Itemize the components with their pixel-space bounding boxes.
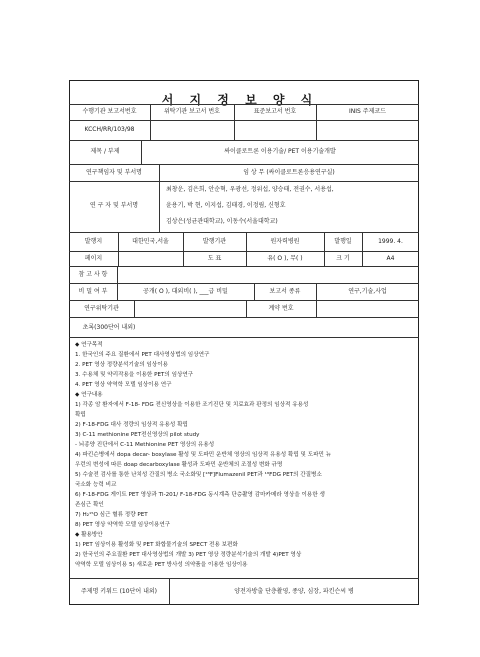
abstract-line: 우런의 변성에 따른 doap decarboxylase 활성과 도파민 운반체의 조절성 변화 규명	[75, 462, 283, 468]
rule	[69, 164, 419, 165]
size-label: 크 기	[336, 255, 350, 262]
abstract-line: 2) F-18-FDG 대사 정량의 임상적 유용성 확립	[75, 422, 188, 428]
abstract-line: 2. PET 영상 정량분석기술의 임상이용	[75, 362, 169, 368]
rule	[69, 232, 419, 233]
rule	[69, 104, 419, 105]
rule	[69, 337, 419, 338]
org-report-no-label: 수행기관 보고서번호	[82, 108, 137, 115]
rule	[69, 578, 419, 579]
publisher-value: 원자력병원	[270, 238, 300, 245]
members-label: 연 구 자 및 부서명	[89, 202, 139, 209]
abstract-line: 1. 한국인의 주요 질환에서 PET 대사영상법의 임상연구	[75, 352, 210, 358]
abstract-line: 확립	[75, 412, 86, 418]
pages-label: 페이지	[84, 255, 103, 262]
consign-label: 연구위탁기관	[84, 305, 119, 312]
rule	[69, 181, 419, 182]
rule	[134, 300, 135, 317]
rule	[69, 251, 419, 252]
abstract-line: 8) PET 영상 약역학 모델 임상이용연구	[75, 522, 171, 528]
notes-label: 참 고 사 항	[78, 271, 108, 278]
std-report-no-label: 표준보고서 번호	[253, 108, 297, 115]
abstract-line: ◆ 연구목적	[75, 342, 103, 348]
size-value: A4	[386, 255, 395, 262]
abstract-line: 약역학 모델 임상이용 5) 새로운 PET 방사성 의약품을 이용한 임상이용	[75, 562, 248, 568]
members-line: 김상은(성균관대학교), 이동수(서울대학교)	[166, 218, 278, 225]
rule	[69, 120, 419, 121]
members-line: 최창운, 김은희, 안순혁, 우광선, 정위섭, 양승태, 전권수, 서용섭,	[166, 186, 334, 193]
report-type-label: 보고서 종류	[269, 288, 301, 295]
abstract-line: 존심근 확인	[75, 502, 104, 508]
date-value: 1999. 4.	[378, 238, 403, 245]
abstract-line: ◆ 연구내용	[75, 392, 103, 398]
members-line: 윤용기, 박 현, 이지섭, 김태경, 이정림, 신형호	[166, 202, 286, 209]
abstract-line: 4. PET 영상 약역학 모델 임상이용 연구	[75, 382, 172, 388]
figures-value: 유( O ), 무( )	[267, 255, 303, 262]
consign-report-no-label: 위탁기관 보고서 번호	[164, 108, 220, 115]
keywords-label: 주제명 키워드 (10단어 내외)	[81, 588, 157, 595]
title-value: 싸이클로트론 이용기술/ PET 이용기술개발	[224, 148, 336, 155]
abstract-line: 7) H₂¹⁵O 심근 혈류 정량 PET	[75, 512, 148, 518]
report-type-value: 연구,기술,사업	[348, 288, 387, 295]
security-label: 비 밀 여 부	[78, 288, 108, 295]
publisher-label: 발행기관	[202, 238, 227, 245]
place-label: 발행지	[84, 238, 103, 245]
abstract-line: ◆ 활용방안	[75, 532, 103, 538]
abstract-line: 6) F-18-FDG 게이트 PET 영상과 Tl-201/ F-18-FDG 동시계측 단층촬영 감마카메라 영상을 이용한 생	[75, 492, 325, 498]
abstract-line: 2) 한국인의 주요질환 PET 대사영상법의 개발 3) PET 영상 정량분석기술의 개발 4)PET 영상	[75, 552, 302, 558]
date-label: 발행일	[334, 238, 352, 245]
contract-label: 계약 번호	[268, 305, 294, 312]
abstract-line: 1) 각종 암 환자에서 F-18- FDG 전신영상을 이용한 조기진단 및 치료효과 판정의 임상적 유용성	[75, 402, 309, 408]
rule	[316, 300, 317, 317]
lead-researcher-value: 임 상 무 (싸이클로트론응용연구실)	[243, 169, 335, 176]
abstract-label: 초록(300단어 내외)	[82, 324, 136, 331]
org-report-no-value: KCCH/RR/103/98	[84, 126, 135, 133]
figures-label: 도 표	[207, 255, 222, 262]
rule	[69, 283, 419, 284]
abstract-line: - 뇌종양 진단에서 C-11 Methionine PET 영상의 유용성	[75, 442, 215, 448]
form-title: 서 지 정 보 양 식	[161, 93, 319, 107]
rule	[69, 266, 419, 267]
rule	[69, 317, 419, 318]
security-value: 공개( O ), 대외비( ), ___급 비밀	[143, 288, 228, 295]
title-label: 제목 / 부제	[90, 148, 120, 155]
abstract-line: 1) PET 임상이용 활성화 및 PET 화합물기술의 SPECT 전용 보편화	[75, 542, 238, 548]
place-value: 대한민국,서울	[132, 238, 169, 245]
rule	[69, 300, 419, 301]
abstract-line: 국소화 능력 비교	[75, 482, 117, 488]
inis-code-label: INIS 주제코드	[349, 108, 386, 115]
keywords-value: 양전자방출 단층촬영, 종양, 심장, 파킨슨씨 병	[234, 588, 354, 595]
rule	[117, 266, 118, 283]
abstract-line: 3. 수용체 및 약리작용을 이용한 PET의 임상연구	[75, 372, 194, 378]
rule	[69, 140, 419, 141]
lead-researcher-label: 연구책임자 및 부서명	[86, 169, 142, 176]
abstract-line: 3) C-11 methionine PET전신영상의 pilot study	[75, 432, 200, 438]
abstract-line: 5) 수술전 검사를 통한 난치성 간질의 병소 국소화및 [¹⁸F]Flumazenil PET과 ¹⁸FDG PET의 간질병소	[75, 472, 322, 478]
abstract-line: 4) 파킨슨병에서 dopa decar- boxylase 활성 및 도파민 운반체 영상의 임상적 유용성 확립 및 도파민 뉴	[75, 452, 332, 458]
